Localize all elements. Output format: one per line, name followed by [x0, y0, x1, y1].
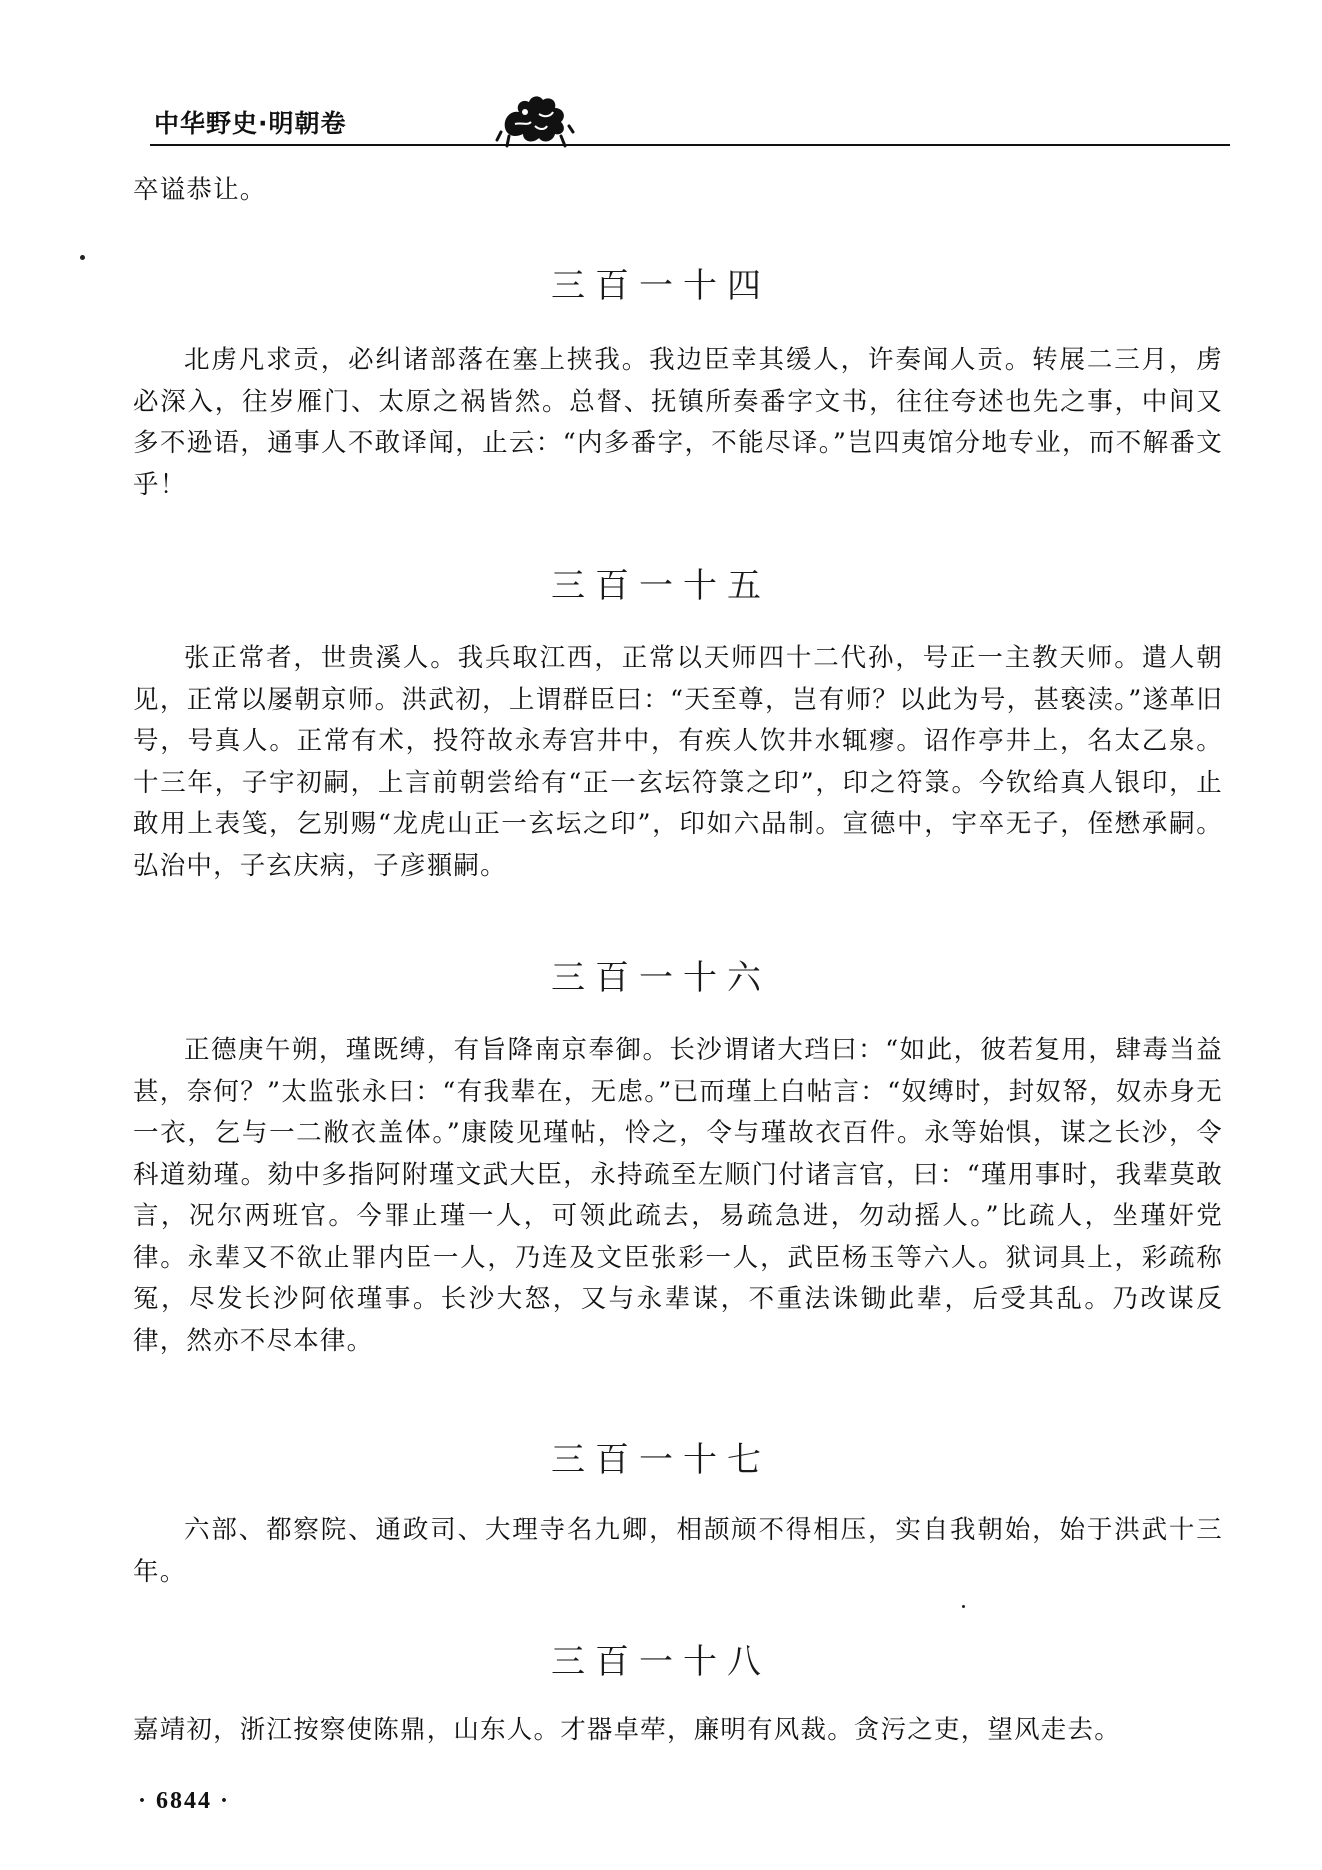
section-heading-318: 三百一十八: [551, 1642, 771, 1682]
section-heading-315: 三百一十五: [551, 566, 771, 606]
running-header: [150, 96, 1230, 152]
section-body-316: [133, 1030, 1223, 1362]
section-heading-314: 三百一十四: [551, 266, 771, 306]
section-paragraph: 张正常者，世贵溪人。我兵取江西，正常以天师四十二代孙，号正一主教天师。遣人朝见，正常以屡朝京师。洪武初，上谓群臣曰：“天至尊，岂有师？以此为号，甚亵渎。”遂革旧号，号真人。正常有术，投符故永寿宫井中，有疾人饮井水辄瘳。诏作亭井上，名太乙泉。十三年，子宇初嗣，上言前朝尝给有“正一玄坛符箓之印”，印之符箓。今钦给真人银印，止敢用上表笺，乞别赐“龙虎山正一玄坛之印”，印如六品制。宣德中，宇卒无子，侄懋承嗣。弘治中，子玄庆病，子彦頨嗣。: [133, 643, 1223, 881]
intro-fragment: 卒谥恭让。: [133, 175, 267, 205]
header-title: 中华野史·明朝卷: [154, 109, 347, 138]
scan-speck: [962, 1605, 965, 1608]
header-rule-right: [576, 144, 1230, 146]
section-paragraph: 嘉靖初，浙江按察使陈鼎，山东人。才器卓荦，廉明有风裁。贪污之吏，望风走去。: [133, 1715, 1121, 1745]
page-number: · 6844 ·: [138, 1788, 231, 1814]
intro-fragment-block: [133, 170, 1223, 212]
section-body-314: [133, 340, 1223, 506]
section-paragraph: 六部、都察院、通政司、大理寺名九卿，相颉颃不得相压，实自我朝始，始于洪武十三年。: [133, 1515, 1223, 1587]
section-body-317: [133, 1510, 1223, 1593]
section-body-318: [133, 1710, 1223, 1752]
section-heading-316: 三百一十六: [551, 958, 771, 998]
section-body-315: [133, 638, 1223, 887]
section-paragraph: 正德庚午朔，瑾既缚，有旨降南京奉御。长沙谓诸大珰曰：“如此，彼若复用，肆毒当益甚，奈何？”太监张永曰：“有我辈在，无虑。”已而瑾上白帖言：“奴缚时，封奴帑，奴赤身无一衣，乞与一二敝衣盖体。”康陵见瑾帖，怜之，令与瑾故衣百件。永等始惧，谋之长沙，令科道劾瑾。劾中多指阿附瑾文武大臣，永持疏至左顺门付诸言官，曰：“瑾用事时，我辈莫敢言，况尔两班官。今罪止瑾一人，可领此疏去，易疏急进，勿动摇人。”比疏人，坐瑾奸党律。永辈又不欲止罪内臣一人，乃连及文臣张彩一人，武臣杨玉等六人。狱词具上，彩疏称冤，尽发长沙阿依瑾事。长沙大怒，又与永辈谋，不重法诛锄此辈，后受其乱。乃改谋反律，然亦不尽本律。: [133, 1035, 1223, 1356]
dragon-emblem-icon: [495, 88, 575, 150]
section-paragraph: 北虏凡求贡，必纠诸部落在塞上挟我。我边臣幸其缓人，许奏闻人贡。转展二三月，虏必深入，往岁雁门、太原之祸皆然。总督、抚镇所奏番字文书，往往夸述也先之事，中间又多不逊语，通事人不敢译闻，止云：“内多番字，不能尽译。”岂四夷馆分地专业，而不解番文乎！: [133, 345, 1223, 500]
section-heading-317: 三百一十七: [551, 1440, 771, 1480]
